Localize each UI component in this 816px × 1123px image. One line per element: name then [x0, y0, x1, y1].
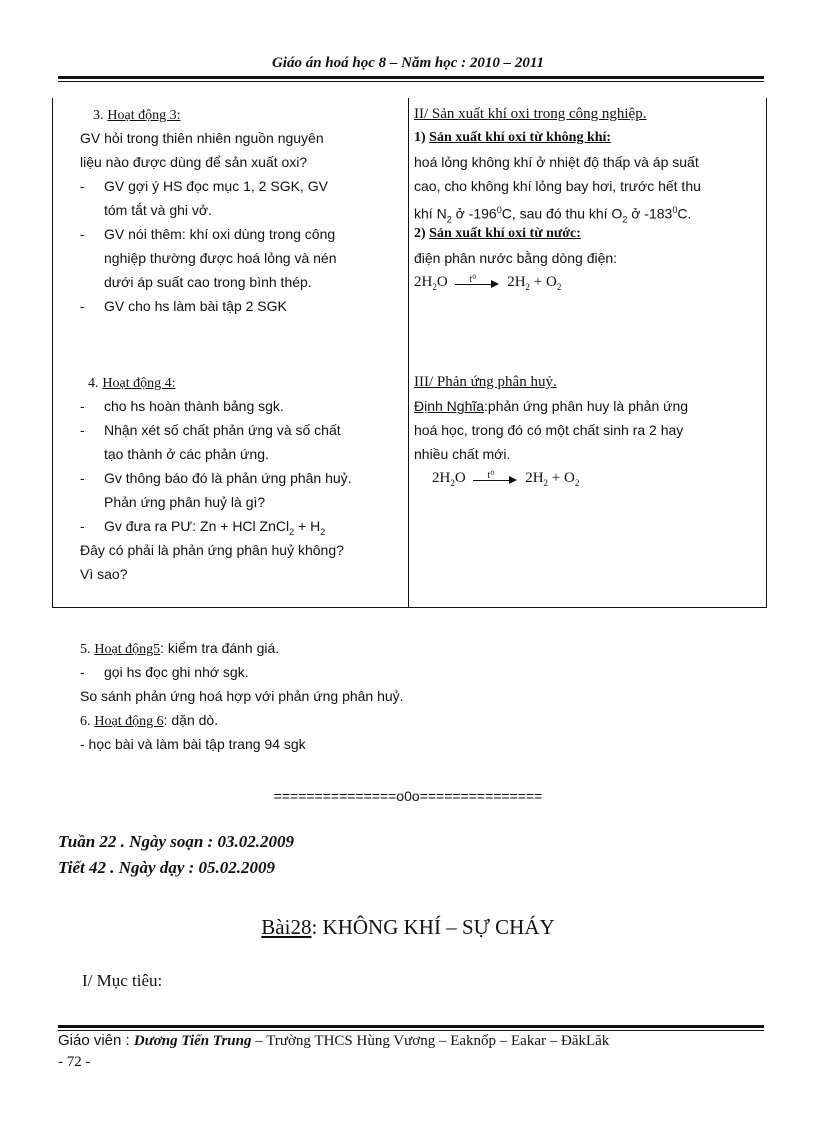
activity4-heading-text: Hoạt động 4:	[102, 376, 176, 391]
activity6-text: - học bài và làm bài tập trang 94 sgk	[80, 736, 306, 752]
list-item-cont: tạo thành ở các phản ứng.	[104, 446, 269, 462]
paragraph-line: khí $N_2$ ở $-196^0C$, sau đó thu khí $O_2$ ở $-183^0C$.	[414, 205, 692, 225]
decomposition-equation: $2H_2O$ t⁰ $2H_2 + O_2$	[432, 469, 580, 488]
decomposition-cell	[414, 370, 764, 490]
list-item-cont: Phản ứng phân huỷ là gì?	[104, 494, 266, 510]
footer-rule-thin	[58, 1030, 764, 1031]
paragraph-line: cao, cho không khí lỏng bay hơi, trước hết thu	[414, 178, 701, 194]
activity4-cell	[80, 370, 402, 586]
section-separator: ===============o0o===============	[273, 788, 543, 804]
subsection-1: 1) Sản xuất khí oxi từ không khí:	[414, 130, 612, 145]
lesson-period-date: Tiết 42 . Ngày dạy : 05.02.2009	[58, 858, 276, 877]
header-rule-thin	[58, 81, 764, 82]
list-item: - GV nói thêm: khí oxi dùng trong công	[80, 226, 336, 242]
list-item: - Gv đưa ra PƯ: Zn + HCl ZnCl$_2$ + $H_2$	[80, 518, 326, 537]
reaction-arrow-icon: t⁰	[455, 276, 499, 290]
list-item: - Gv thông báo đó là phản ứng phân huỷ.	[80, 470, 352, 486]
activity4-heading: 4. Hoạt động 4:	[88, 376, 176, 391]
electrolysis-equation: $2H_2O$ t⁰ $2H_2 + O_2$	[414, 273, 562, 292]
header-rule-thick	[58, 76, 764, 79]
activity4-text-line: Đây có phải là phản ứng phân huỷ không?	[80, 542, 344, 558]
list-item: - gọi hs đọc ghi nhớ sgk.	[80, 664, 249, 680]
subsection-2: 2) Sản xuất khí oxi từ nước:	[414, 226, 581, 241]
activity3-text-line: liệu nào được dùng để sản xuất oxi?	[80, 154, 308, 170]
objectives-heading: I/ Mục tiêu:	[82, 971, 163, 990]
activity4-text-line: Vì sao?	[80, 566, 128, 582]
activity6-heading: 6. Hoạt động 6: dặn dò.	[80, 712, 219, 729]
activity3-heading: 3. Hoạt động 3:	[93, 108, 181, 123]
table-column-divider	[408, 98, 409, 608]
definition-line: nhiều chất mới.	[414, 446, 511, 462]
activity3-text-line: GV hỏi trong thiên nhiên nguồn nguyên	[80, 130, 324, 146]
definition-line: Định Nghĩa:phản ứng phân huy là phản ứng	[414, 398, 689, 414]
lesson-week-date: Tuần 22 . Ngày soạn : 03.02.2009	[58, 832, 294, 851]
section-heading-ii: II/ Sản xuất khí oxi trong công nghiệp.	[414, 106, 647, 122]
definition-line: hoá học, trong đó có một chất sinh ra 2 hay	[414, 422, 684, 438]
industrial-oxygen-cell	[414, 102, 764, 294]
page-header-title: Giáo án hoá học 8 – Năm học : 2010 – 2011	[271, 55, 545, 71]
activity5-text: So sánh phản ứng hoá hợp với phản ứng phân huỷ.	[80, 688, 404, 704]
closing-activities	[80, 636, 760, 756]
list-item-cont: nghiệp thường được hoá lỏng và nén	[104, 250, 337, 266]
footer-rule-thick	[58, 1025, 764, 1028]
reaction-arrow-icon: t⁰	[473, 472, 517, 486]
lesson-title: Bài28: KHÔNG KHÍ – SỰ CHÁY	[261, 915, 555, 939]
list-item-cont: tóm tắt và ghi vở.	[104, 202, 213, 218]
page-number: - 72 -	[58, 1054, 91, 1070]
activity5-heading: 5. Hoạt động5: kiểm tra đánh giá.	[80, 640, 280, 657]
list-item: - GV gợi ý HS đọc mục 1, 2 SGK, GV	[80, 178, 328, 194]
teacher-name: Dương Tiến Trung	[133, 1033, 252, 1049]
list-item-cont: dưới áp suất cao trong bình thép.	[104, 274, 312, 290]
list-item: - cho hs hoàn thành bảng sgk.	[80, 398, 284, 414]
paragraph-line: điện phân nước bằng dòng điện:	[414, 250, 618, 266]
list-item: - Nhận xét số chất phản ứng và số chất	[80, 422, 341, 438]
definition-label: Định Nghĩa	[414, 398, 485, 414]
paragraph-line: hoá lỏng không khí ở nhiệt độ thấp và áp suất	[414, 154, 699, 170]
list-item: - GV cho hs làm bài tập 2 SGK	[80, 298, 287, 314]
section-heading-iii: III/ Phản ứng phân huỷ.	[414, 374, 557, 390]
activity3-heading-text: Hoạt động 3:	[107, 108, 181, 123]
activity3-cell	[80, 102, 402, 318]
lesson-number: Bài28	[261, 915, 312, 939]
footer-author-line: Giáo viên : Dương Tiến Trung – Trường THCS Hùng Vương – Eaknốp – Eakar – ĐăkLăk	[58, 1032, 610, 1049]
